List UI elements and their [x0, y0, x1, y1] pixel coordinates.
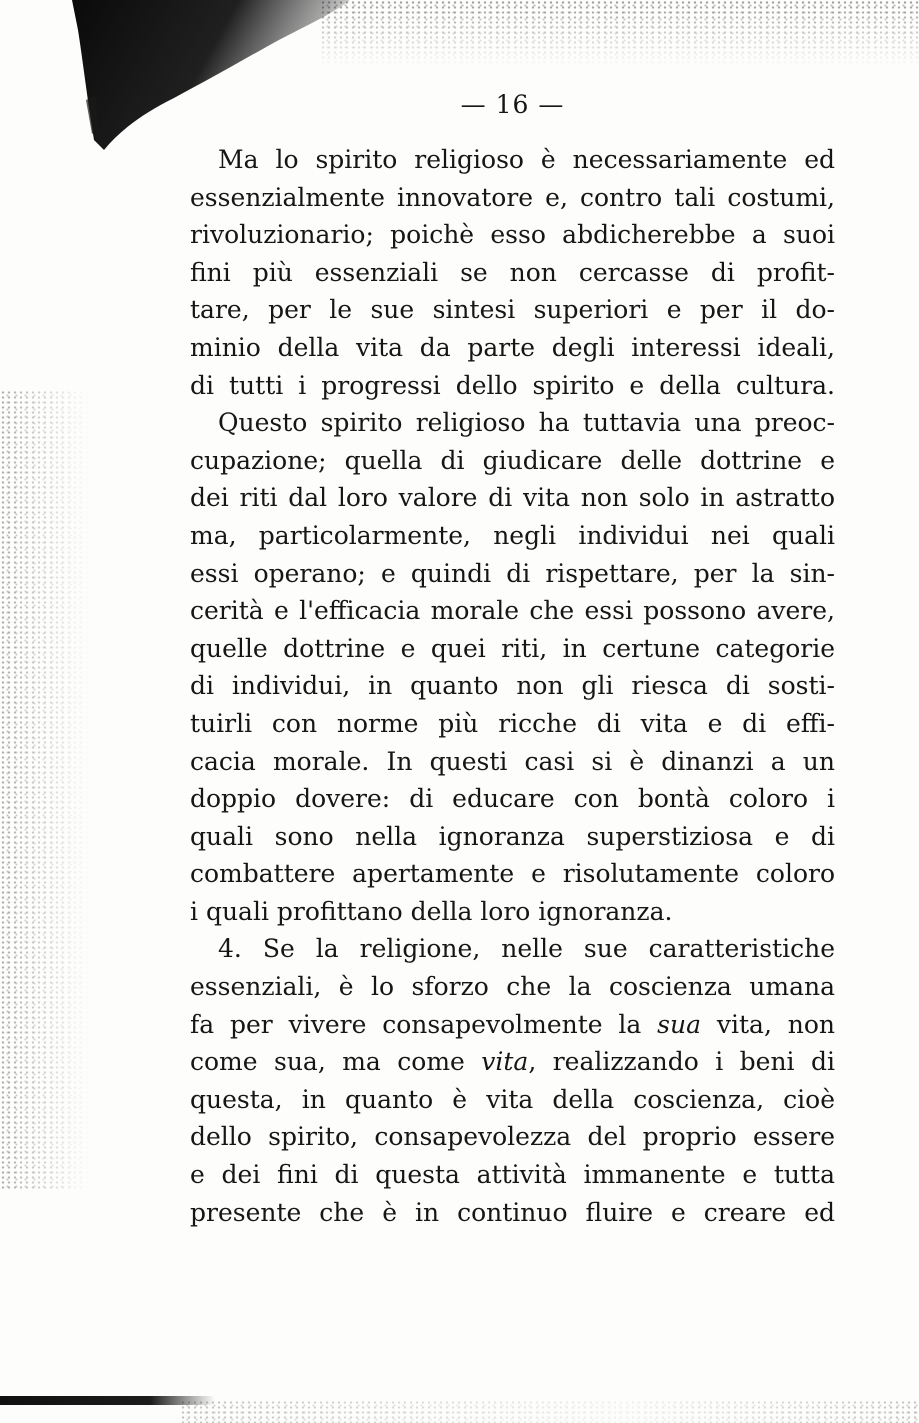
text-line: minio della vita da parte degli interessi ideali,: [190, 332, 835, 362]
text-line: tare, per le sue sintesi superiori e per il do-: [190, 295, 835, 325]
text-run: fa per vivere consapevolmente la: [190, 1009, 658, 1039]
text-line: quelle dottrine e quei riti, in certune categorie: [190, 633, 835, 663]
page-number: — 16 —: [460, 90, 565, 119]
scan-speckle-top: [320, 0, 919, 70]
text-line: ma, particolarmente, negli individui nei quali: [190, 520, 835, 550]
text-line: tuirli con norme più ricche di vita e di effi-: [190, 708, 835, 738]
text-line: combattere apertamente e risolutamente coloro: [190, 859, 835, 889]
text-line: e dei fini di questa attività immanente e tutta: [190, 1160, 835, 1190]
text-line: questa, in quanto è vita della coscienza, cioè: [190, 1084, 835, 1114]
paragraph: [190, 404, 835, 930]
scan-speckle-bottom: [180, 1400, 919, 1423]
body-text: [190, 141, 835, 1231]
text-line: rivoluzionario; poichè esso abdicherebbe a suoi: [190, 220, 835, 250]
text-line: [190, 1006, 835, 1044]
text-line: quali sono nella ignoranza superstiziosa e di: [190, 821, 835, 851]
scan-speckle-left: [0, 390, 90, 1190]
text-line: [190, 1043, 835, 1081]
text-line: di tutti i progressi dello spirito e della cultura.: [190, 370, 835, 400]
text-line: 4. Se la religione, nelle sue caratteristiche: [218, 934, 835, 964]
scan-bottom-edge: [0, 1396, 215, 1405]
text-run: vita, non: [701, 1009, 835, 1039]
text-line: i quali profittano della loro ignoranza.: [190, 896, 673, 926]
paragraph: [190, 141, 835, 404]
text-run: , realizzando i beni di: [528, 1047, 835, 1077]
text-line: dei riti dal loro valore di vita non solo in astratto: [190, 483, 835, 513]
text-line: essenzialmente innovatore e, contro tali costumi,: [190, 182, 835, 212]
emphasis-text: vita: [481, 1047, 529, 1077]
text-line: fini più essenziali se non cercasse di profit-: [190, 257, 835, 287]
text-line: cupazione; quella di giudicare delle dottrine e: [190, 445, 835, 475]
text-line: doppio dovere: di educare con bontà coloro i: [190, 784, 835, 814]
text-line: essenziali, è lo sforzo che la coscienza umana: [190, 972, 835, 1002]
text-line: cacia morale. In questi casi si è dinanzi a un: [190, 746, 835, 776]
text-line: essi operano; e quindi di rispettare, per la sin-: [190, 558, 835, 588]
text-line: cerità e l'efficacia morale che essi possono avere,: [190, 596, 835, 626]
text-line: presente che è in continuo fluire e creare ed: [190, 1197, 835, 1227]
paragraph: [190, 930, 835, 1231]
emphasis-text: sua: [657, 1009, 702, 1039]
text-line: Questo spirito religioso ha tuttavia una preoc-: [218, 408, 835, 438]
text-line: dello spirito, consapevolezza del proprio essere: [190, 1122, 835, 1152]
text-line: Ma lo spirito religioso è necessariamente ed: [218, 145, 835, 174]
text-line: di individui, in quanto non gli riesca di sosti-: [190, 671, 835, 701]
text-run: come sua, ma come: [190, 1047, 482, 1077]
